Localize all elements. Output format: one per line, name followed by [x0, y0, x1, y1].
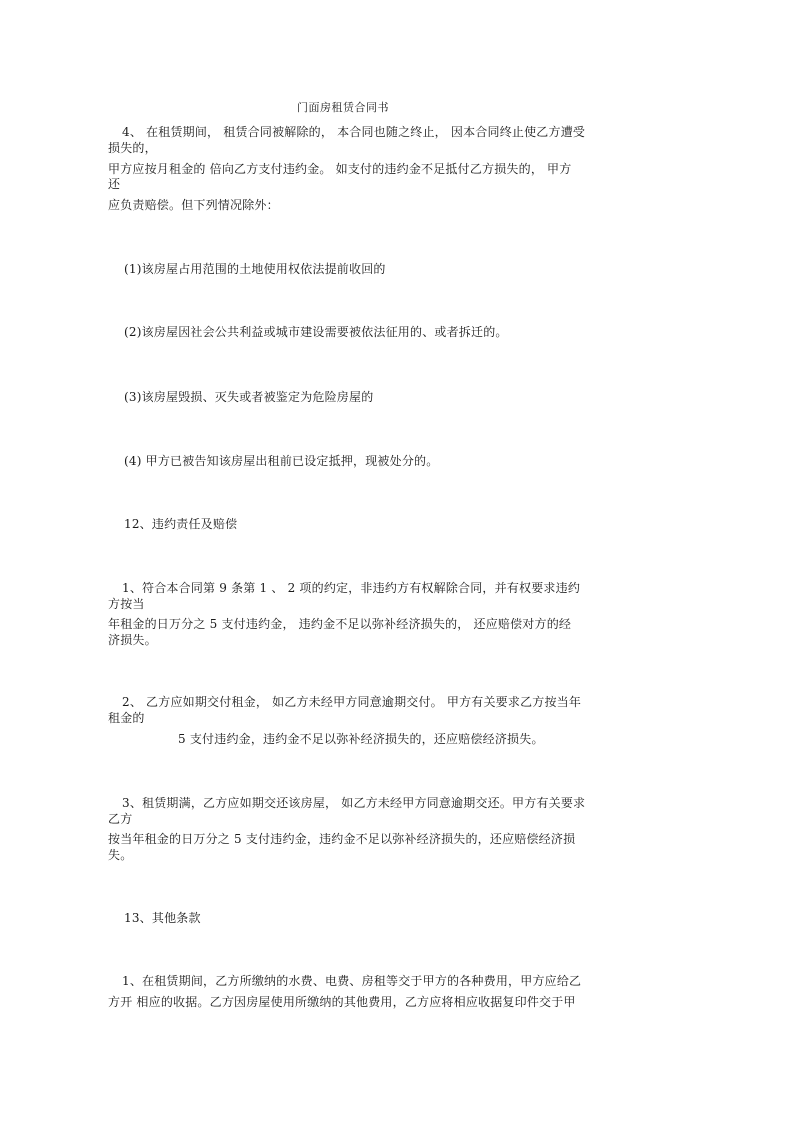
clause4-line: 应负责赔偿。但下列情况除外： [108, 198, 279, 212]
section-heading: 13、其他条款 [124, 911, 201, 925]
exception-item: (4) 甲方已被告知该房屋出租前已设定抵押，现被处分的。 [124, 454, 439, 468]
clause4-line: 损失的， [108, 141, 157, 155]
section12-item3-line: 失。 [108, 848, 133, 862]
exception-item: (3)该房屋毁损、灭失或者被鉴定为危险房屋的 [124, 390, 374, 404]
document-title: 门面房租赁合同书 [297, 101, 389, 114]
section12-item3-line: 3、租赁期满，乙方应如期交还该房屋， 如乙方未经甲方同意逾期交还。甲方有关要求 [122, 796, 586, 810]
section12-item1-line: 1、符合本合同第 9 条第 1 、 2 项的约定，非违约方有权解除合同，并有权要求违约 [122, 581, 581, 595]
section12-item2-line: 2、 乙方应如期交付租金， 如乙方未经甲方同意逾期交付。 甲方有关要求乙方按当年 [122, 695, 582, 709]
section12-item3-line: 按当年租金的日万分之 5 支付违约金，违约金不足以弥补经济损失的，还应赔偿经济损 [108, 832, 576, 846]
clause4-line: 4、 在租赁期间， 租赁合同被解除的， 本合同也随之终止， 因本合同终止使乙方遭受 [122, 125, 586, 139]
section12-item2-line: 租金的 [108, 711, 145, 725]
clause4-line: 还 [108, 177, 121, 191]
clause4-line: 甲方应按月租金的 倍向乙方支付违约金。 如支付的违约金不足抵付乙方损失的， 甲方 [108, 162, 572, 176]
section12-item2-line: 5 支付违约金，违约金不足以弥补经济损失的，还应赔偿经济损失。 [178, 732, 544, 746]
section12-item3-line: 乙方 [108, 812, 133, 826]
section12-item1-line: 济损失。 [108, 633, 157, 647]
section12-item1-line: 方按当 [108, 597, 145, 611]
exception-item: (2)该房屋因社会公共利益或城市建设需要被依法征用的、或者拆迁的。 [124, 325, 508, 339]
section12-item1-line: 年租金的日万分之 5 支付违约金， 违约金不足以弥补经济损失的， 还应赔偿对方的经 [108, 617, 572, 631]
section-heading: 12、违约责任及赔偿 [124, 517, 238, 531]
section13-item1-line: 1、在租赁期间，乙方所缴纳的水费、电费、房租等交于甲方的各种费用，甲方应给乙 [122, 974, 582, 988]
section13-item1-line: 方开 相应的收据。乙方因房屋使用所缴纳的其他费用，乙方应将相应收据复印件交于甲 [108, 995, 576, 1009]
exception-item: (1)该房屋占用范围的土地使用权依法提前收回的 [124, 262, 386, 276]
